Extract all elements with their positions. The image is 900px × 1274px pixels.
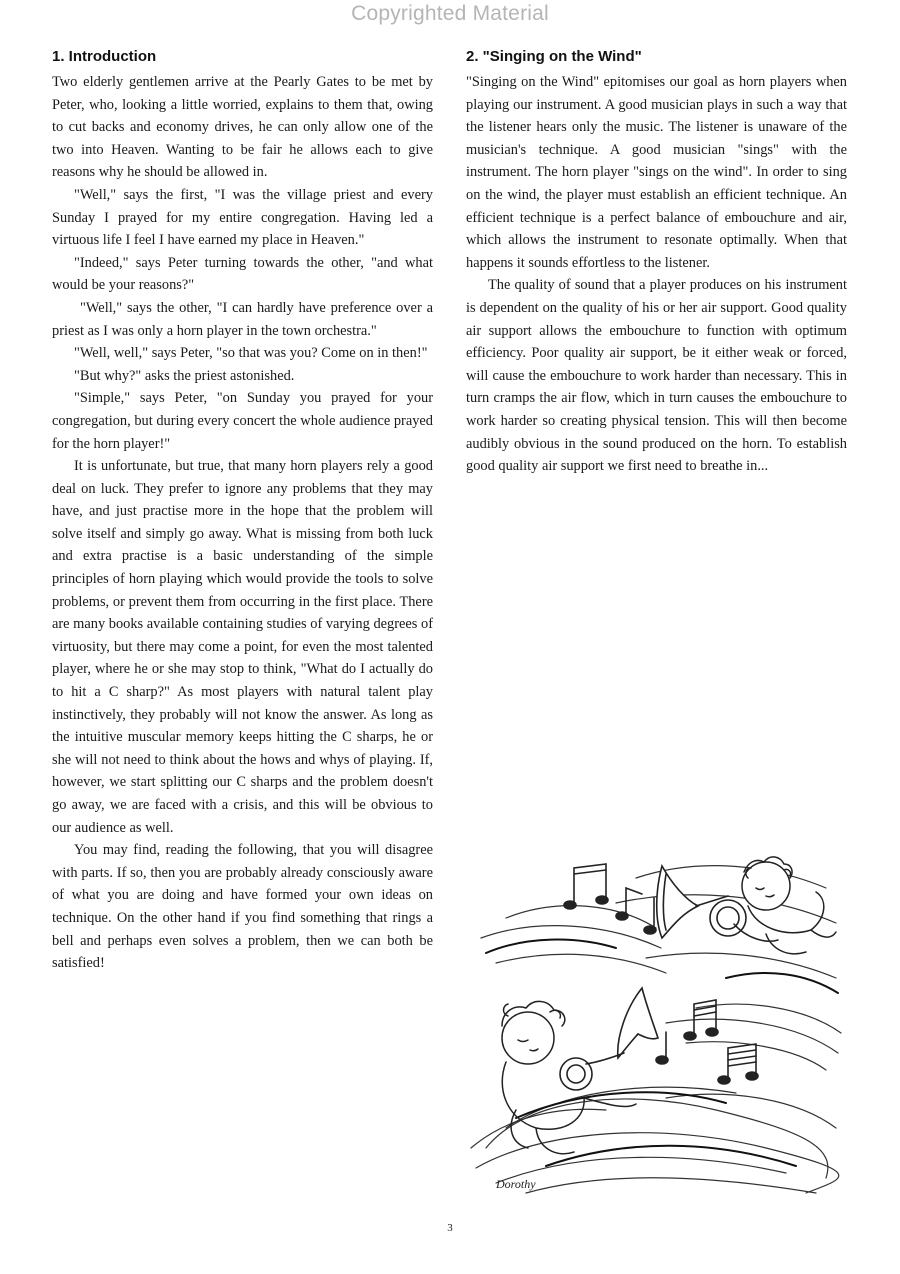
- intro-paragraph: "Well," says the first, "I was the village priest and every Sunday I prayed for my entire congregation. Having led a virtuous life I feel I have earned my place in Heaven.": [52, 186, 433, 249]
- singing-on-the-wind-heading: 2. "Singing on the Wind": [466, 48, 642, 65]
- intro-paragraph: "Well, well," says Peter, "so that was you? Come on in then!": [74, 345, 428, 362]
- intro-paragraph: "Indeed," says Peter turning towards the other, "and what would be your reasons?": [52, 254, 433, 294]
- intro-paragraph: "Well," says the other, "I can hardly have preference over a priest as I was only a horn player in the town orchestra.": [52, 299, 433, 339]
- introduction-heading: 1. Introduction: [52, 48, 157, 65]
- wind-paragraph: The quality of sound that a player produces on his instrument is dependent on the quality of his or her air support. Good quality air support allows the embouchure to function with optimum efficiency. Poor quality air support, be it either weak or forced, will cause the embouchure to work harder than necessary. This in turn cramps the air flow, which in turn causes the embouchure to work harder so creating physical tension. This will then become audibly obvious in the sound produced on the horn. To establish good quality air support we first need to breathe in...: [466, 277, 847, 475]
- page-number: 3: [447, 1222, 453, 1234]
- cherubs-playing-horns-on-cloud-icon: [466, 848, 850, 1200]
- illustration-signature: Dorothy: [496, 1177, 536, 1191]
- intro-paragraph: You may find, reading the following, that you will disagree with parts. If so, then you are probably already consciously aware of what you are doing and have formed your own ideas on technique. On the other hand if you find something that rings a bell and perhaps even solves a problem, then we can both be satisfied!: [52, 842, 433, 972]
- intro-paragraph: "But why?" asks the priest astonished.: [74, 367, 295, 384]
- intro-paragraph: It is unfortunate, but true, that many horn players rely a good deal on luck. They prefer to ignore any problems that they may have, and just practise more in the hope that the problem will solve itself and simply go away. What is missing from both luck and extra practise is a basic understanding of the simple principles of horn playing which would provide the tools to solve problems, or prevent them from occurring in the first place. There are many books available containing studies of varying degrees of virtuosity, but there may come a point, for even the most talented player, where he or she may stop to think, "What do I actually do to hit a C sharp?" As most players with natural talent play instinctively, they probably will not know the answer. As long as the intuitive muscular memory keeps hitting the C sharps, he or she will not need to think about the hows and whys of playing. If, however, we start splitting our C sharps and the problem doesn't go away, we are faced with a crisis, and this will be obvious to our audience as well.: [52, 458, 433, 836]
- intro-paragraph: "Simple," says Peter, "on Sunday you prayed for your congregation, but during every concert the whole audience prayed for the horn player!": [52, 390, 433, 452]
- intro-paragraph: Two elderly gentlemen arrive at the Pearly Gates to be met by Peter, who, looking a little worried, explains to them that, owing to cut backs and economy drives, he can only allow one of the two into Heaven. Wanting to be fair he allows each to give reasons why he should be allowed in.: [52, 74, 433, 181]
- copyright-watermark: Copyrighted Material: [351, 2, 549, 25]
- singing-on-the-wind-section: [466, 46, 847, 478]
- cherubs-horn-illustration: [466, 848, 850, 1200]
- wind-paragraph: "Singing on the Wind" epitomises our goal as horn players when playing our instrument. A good musician plays in such a way that the listener hears only the music. The listener is unaware of the musician's technique. A good musician "sings" with the instrument. The horn player "sings on the wind". In order to sing on the wind, the player must establish an efficient technique. An efficient technique is a perfect balance of embouchure and air, which allows the instrument to resonate optimally. When that happens it sounds effortless to the listener.: [466, 74, 847, 271]
- introduction-section: [52, 46, 433, 975]
